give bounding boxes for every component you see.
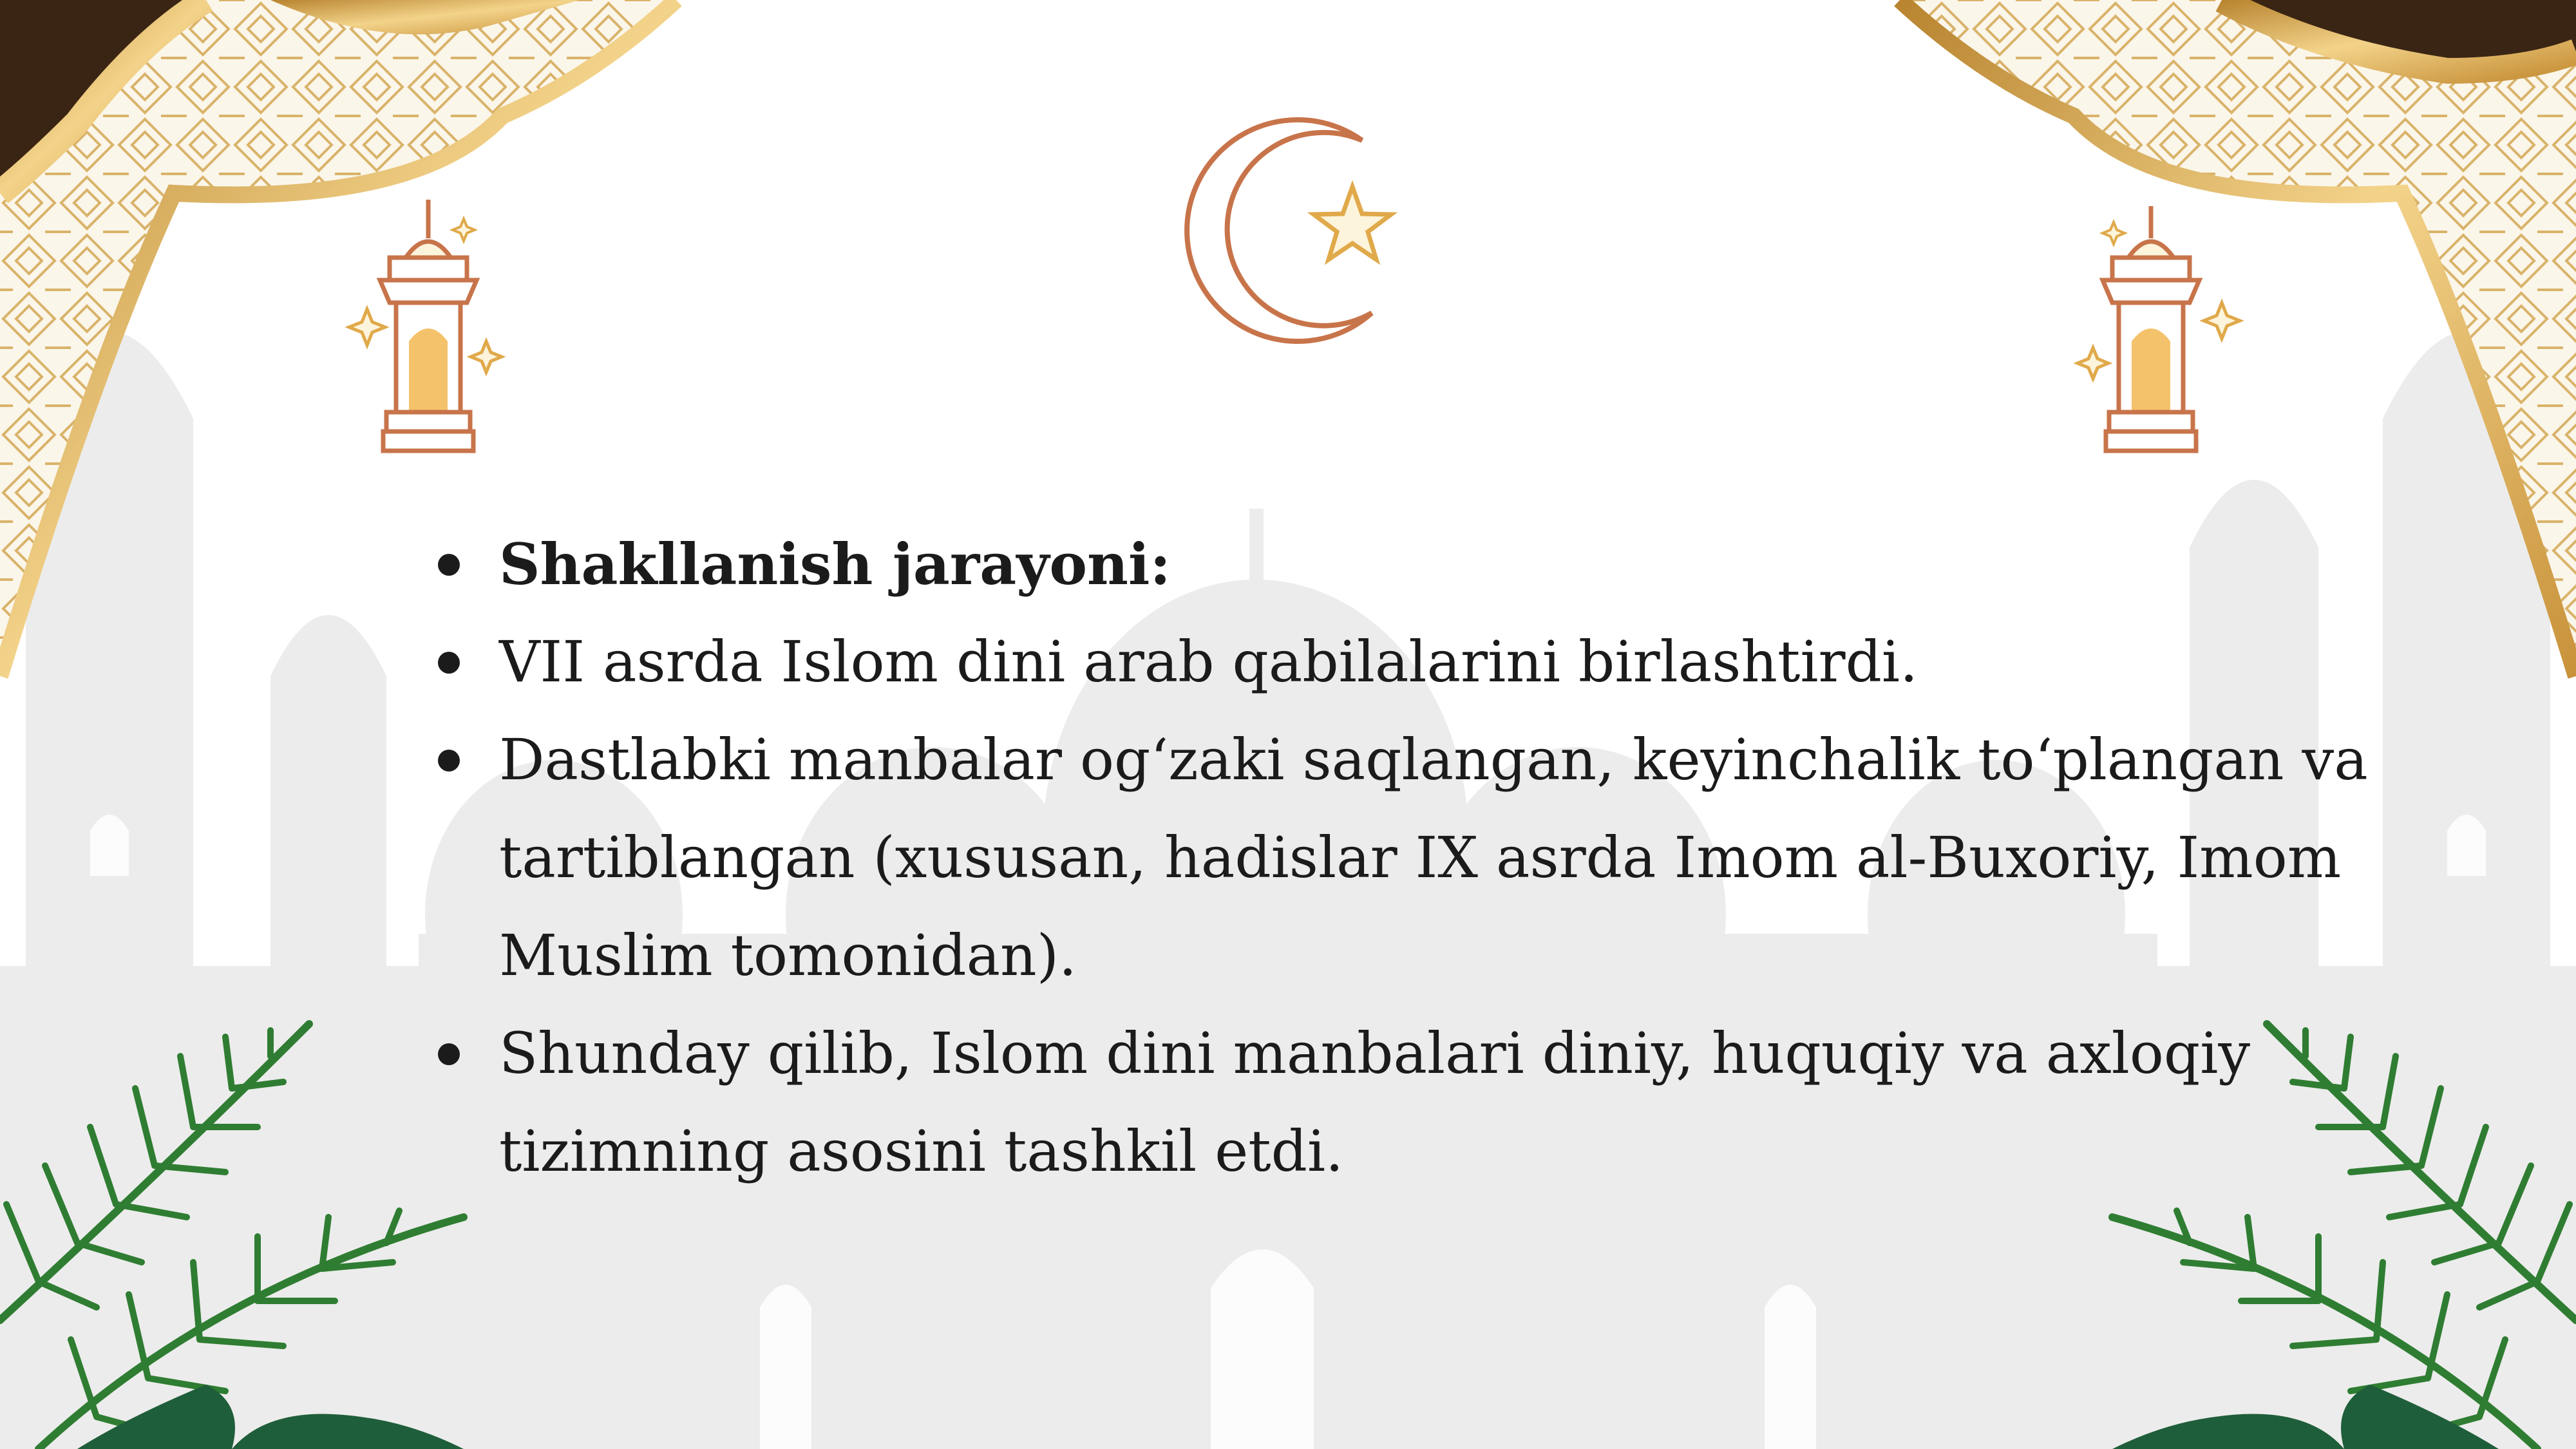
bullet-heading: Shakllanish jarayoni: <box>425 515 2421 613</box>
slide-content <box>425 515 2421 1200</box>
bullet-item: Shunday qilib, Islom dini manbalari diniy, huquqiy va axloqiy tizimning asosini tashkil etdi. <box>425 1005 2421 1200</box>
bullet-item: Dastlabki manbalar og‘zaki saqlangan, keyinchalik to‘plangan va tartiblangan (xususan, hadislar IX asrda Imom al-Buxoriy, Imom Muslim tomonidan). <box>425 711 2421 1005</box>
lantern-icon-left <box>349 200 502 451</box>
crescent-star-icon <box>1187 120 1391 341</box>
bullet-item: VII asrda Islom dini arab qabilalarini birlashtirdi. <box>425 613 2421 711</box>
lantern-icon-right <box>2078 206 2240 451</box>
bullet-list <box>425 515 2421 1200</box>
